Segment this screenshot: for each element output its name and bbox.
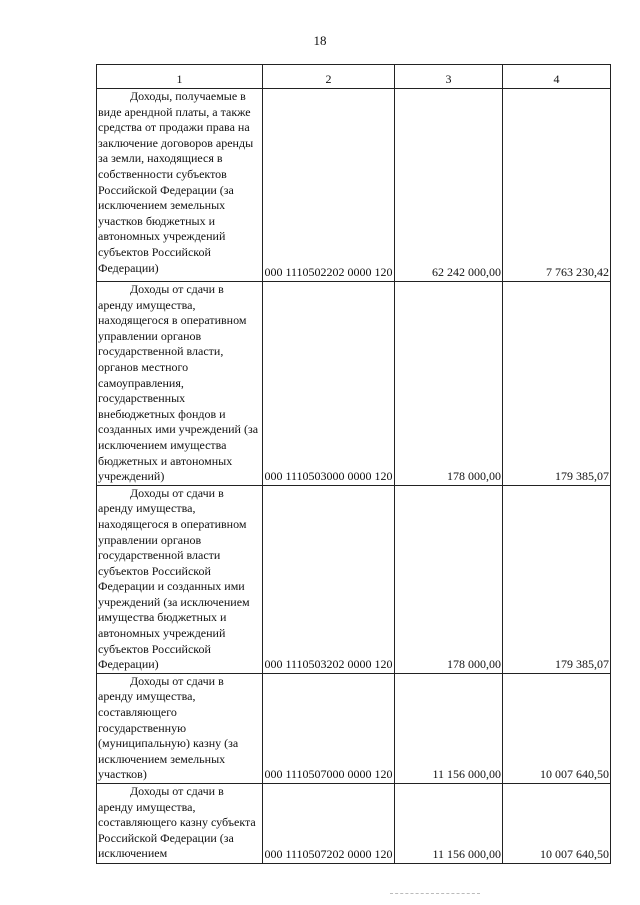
planned-amount-cell: 178 000,00 — [395, 485, 503, 673]
table-row — [97, 784, 611, 864]
actual-amount-cell: 179 385,07 — [503, 485, 611, 673]
column-header-3: 3 — [395, 65, 503, 89]
planned-amount-cell: 11 156 000,00 — [395, 784, 503, 864]
table-row — [97, 282, 611, 486]
actual-amount-cell: 7 763 230,42 — [503, 89, 611, 282]
budget-code-cell: 000 1110507202 0000 120 — [263, 784, 395, 864]
column-header-2: 2 — [263, 65, 395, 89]
column-header-1: 1 — [97, 65, 263, 89]
page-number: 18 — [313, 33, 327, 48]
table-header-row — [97, 65, 611, 89]
planned-amount-cell: 178 000,00 — [395, 282, 503, 486]
budget-code-cell: 000 1110507000 0000 120 — [263, 673, 395, 783]
income-name: Доходы от сдачи в аренду имущества, составляющего государственную (муниципальную) казну (за исключением земельных участков) — [98, 673, 239, 782]
income-name: Доходы от сдачи в аренду имущества, находящегося в оперативном управлении органов государственной власти, органов местного самоуправления, государственных внебюджетных фондов и созданных ими учреждений (за исключением имущества бюджетных и автономных учреждений) — [98, 282, 259, 484]
scan-artifact — [390, 893, 480, 897]
income-name: Доходы, получаемые в виде арендной платы, а также средства от продажи права на заключение договоров аренды за земли, находящиеся в собственности субъектов Российской Федерации (за исключением земельных участков бюджетных и автономных учреждений субъектов Российской Федерации) — [98, 89, 254, 275]
actual-amount-cell: 10 007 640,50 — [503, 673, 611, 783]
income-name: Доходы от сдачи в аренду имущества, составляющего казну субъекта Российской Федерации (за исключением — [98, 784, 256, 861]
planned-amount-cell: 11 156 000,00 — [395, 673, 503, 783]
revenue-table — [96, 64, 611, 864]
table-row — [97, 485, 611, 673]
income-name-cell — [97, 485, 263, 673]
column-header-4: 4 — [503, 65, 611, 89]
income-name-cell — [97, 282, 263, 486]
actual-amount-cell: 179 385,07 — [503, 282, 611, 486]
budget-code-cell: 000 1110503202 0000 120 — [263, 485, 395, 673]
income-name: Доходы от сдачи в аренду имущества, находящегося в оперативном управлении органов государственной власти субъектов Российской Федерации и созданных ими учреждений (за исключением имущества бюджетных и автономных учреждений субъектов Российской Федерации) — [98, 485, 250, 672]
planned-amount-cell: 62 242 000,00 — [395, 89, 503, 282]
actual-amount-cell: 10 007 640,50 — [503, 784, 611, 864]
income-name-cell — [97, 673, 263, 783]
table-row — [97, 89, 611, 282]
income-name-cell — [97, 784, 263, 864]
budget-code-cell: 000 1110503000 0000 120 — [263, 282, 395, 486]
budget-code-cell: 000 1110502202 0000 120 — [263, 89, 395, 282]
table-row — [97, 673, 611, 783]
income-name-cell — [97, 89, 263, 282]
